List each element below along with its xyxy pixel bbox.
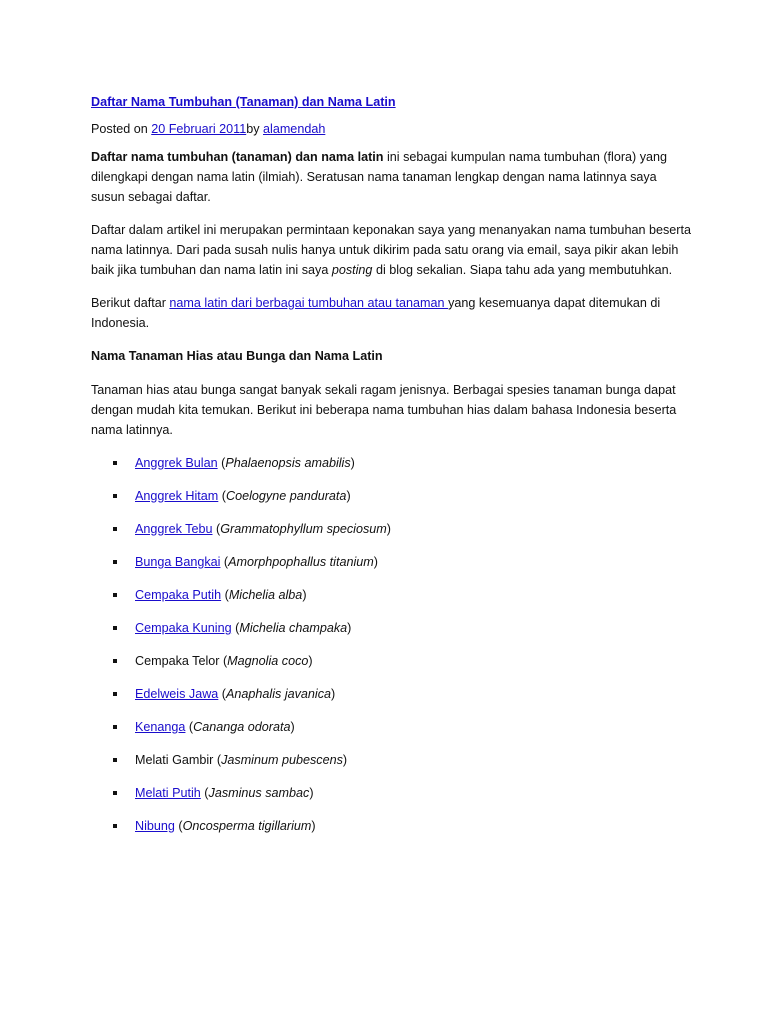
paren-open: (	[185, 720, 194, 734]
latin-name: Amorphpophallus titanium	[228, 555, 374, 569]
by-label: by	[246, 122, 264, 136]
paren-close: )	[347, 621, 352, 635]
plant-name-link[interactable]: Bunga Bangkai	[135, 555, 221, 569]
square-bullet-icon	[113, 758, 117, 762]
latin-name: Oncosperma tigillarium	[182, 819, 312, 833]
paren-close: )	[342, 753, 348, 767]
section-heading: Nama Tanaman Hias atau Bunga dan Nama Latin	[91, 349, 383, 363]
paren-open: (	[217, 456, 226, 470]
plant-list-item	[91, 552, 691, 585]
post-meta	[91, 119, 691, 139]
paren-open: (	[200, 786, 209, 800]
intro-paragraph-3-text-a: Berikut daftar	[91, 296, 170, 310]
square-bullet-icon	[113, 824, 117, 828]
square-bullet-icon	[113, 461, 117, 465]
paren-open: (	[231, 621, 240, 635]
plant-list-item	[91, 453, 691, 486]
plant-name-link[interactable]: Anggrek Bulan	[135, 456, 218, 470]
latin-name: Phalaenopsis amabilis	[225, 456, 351, 470]
plant-list-item	[91, 486, 691, 519]
section-paragraph: Tanaman hias atau bunga sangat banyak sekali ragam jenisnya. Berbagai spesies tanaman bunga dapat dengan mudah kita temukan. Berikut ini beberapa nama tumbuhan hias dalam bahasa Indonesia beserta nama latinnya.	[91, 383, 677, 437]
latin-name: Jasminus sambac	[208, 786, 310, 800]
square-bullet-icon	[113, 626, 117, 630]
square-bullet-icon	[113, 560, 117, 564]
paren-open: (	[213, 753, 222, 767]
paren-open: (	[218, 489, 226, 503]
post-title-link[interactable]: Daftar Nama Tumbuhan (Tanaman) dan Nama Latin	[91, 95, 396, 109]
paren-close: )	[309, 786, 314, 800]
latin-name: Michelia champaka	[239, 621, 348, 635]
paren-close: )	[350, 456, 355, 470]
latin-name: Anaphalis javanica	[226, 687, 332, 701]
paren-open: (	[174, 819, 183, 833]
plant-list-item	[91, 618, 691, 651]
plant-name-link[interactable]: Cempaka Kuning	[135, 621, 232, 635]
paren-open: (	[221, 588, 229, 602]
latin-names-link[interactable]: nama latin dari berbagai tumbuhan atau tanaman	[169, 296, 449, 310]
paren-close: )	[331, 687, 336, 701]
latin-name: Jasminum pubescens	[221, 753, 343, 767]
plant-name: Melati Gambir	[135, 753, 214, 767]
paren-open: (	[218, 687, 227, 701]
plant-list-item	[91, 750, 691, 783]
intro-bold-phrase: Daftar nama tumbuhan (tanaman) dan nama latin	[91, 150, 384, 164]
plant-name-link[interactable]: Cempaka Putih	[135, 588, 222, 602]
paren-open: (	[212, 522, 221, 536]
intro-paragraph-2-text-b: di blog sekalian. Siapa tahu ada yang membutuhkan.	[372, 263, 673, 277]
post-date-link[interactable]: 20 Februari 2011	[151, 122, 247, 136]
plant-name-link[interactable]: Melati Putih	[135, 786, 201, 800]
square-bullet-icon	[113, 725, 117, 729]
paren-open: (	[219, 654, 228, 668]
plant-name-link[interactable]: Anggrek Hitam	[135, 489, 219, 503]
paren-close: )	[311, 819, 316, 833]
plant-name: Cempaka Telor	[135, 654, 220, 668]
plant-name-link[interactable]: Nibung	[135, 819, 175, 833]
paren-close: )	[346, 489, 351, 503]
plant-list-item	[91, 519, 691, 552]
plant-list-item	[91, 684, 691, 717]
square-bullet-icon	[113, 791, 117, 795]
author-link[interactable]: alamendah	[263, 122, 326, 136]
intro-paragraph-3	[91, 293, 691, 333]
plant-name-link[interactable]: Anggrek Tebu	[135, 522, 213, 536]
latin-name: Magnolia coco	[227, 654, 309, 668]
latin-name: Coelogyne pandurata	[226, 489, 347, 503]
plant-list-item	[91, 717, 691, 750]
article	[91, 93, 691, 849]
latin-name: Grammatophyllum speciosum	[220, 522, 387, 536]
plant-list-item	[91, 783, 691, 816]
intro-paragraph-3-text-b: yang kesemuanya dapat ditemukan di Indonesia.	[91, 296, 661, 330]
plant-list-item	[91, 585, 691, 618]
paren-close: )	[373, 555, 378, 569]
plant-name-link[interactable]: Kenanga	[135, 720, 186, 734]
paren-open: (	[220, 555, 229, 569]
paren-close: )	[308, 654, 313, 668]
intro-italic-word: posting	[331, 263, 373, 277]
square-bullet-icon	[113, 659, 117, 663]
intro-paragraph-1	[91, 147, 691, 207]
paren-close: )	[302, 588, 307, 602]
intro-paragraph-2-text-a: Daftar dalam artikel ini merupakan permintaan keponakan saya yang menanyakan nama tumbuhan beserta nama latinnya. Dari pada susah nulis hanya untuk dikirim pada satu orang via email, saya pikir akan lebih baik jika tumbuhan dan nama latin ini saya	[91, 223, 691, 277]
square-bullet-icon	[113, 494, 117, 498]
square-bullet-icon	[113, 527, 117, 531]
latin-name: Michelia alba	[228, 588, 303, 602]
plant-name-link[interactable]: Edelweis Jawa	[135, 687, 219, 701]
square-bullet-icon	[113, 593, 117, 597]
latin-name: Cananga odorata	[193, 720, 291, 734]
intro-paragraph-1-text: ini sebagai kumpulan nama tumbuhan (flora) yang dilengkapi dengan nama latin (ilmiah). Seratusan nama tanaman lengkap dengan nama latinnya saya susun sebagai daftar.	[91, 150, 668, 204]
intro-paragraph-2	[91, 220, 691, 280]
plant-list-item	[91, 651, 691, 684]
square-bullet-icon	[113, 692, 117, 696]
paren-close: )	[290, 720, 295, 734]
paren-close: )	[386, 522, 391, 536]
plant-list-item	[91, 816, 691, 849]
plant-list	[91, 453, 691, 849]
posted-on-label: Posted on	[91, 122, 152, 136]
